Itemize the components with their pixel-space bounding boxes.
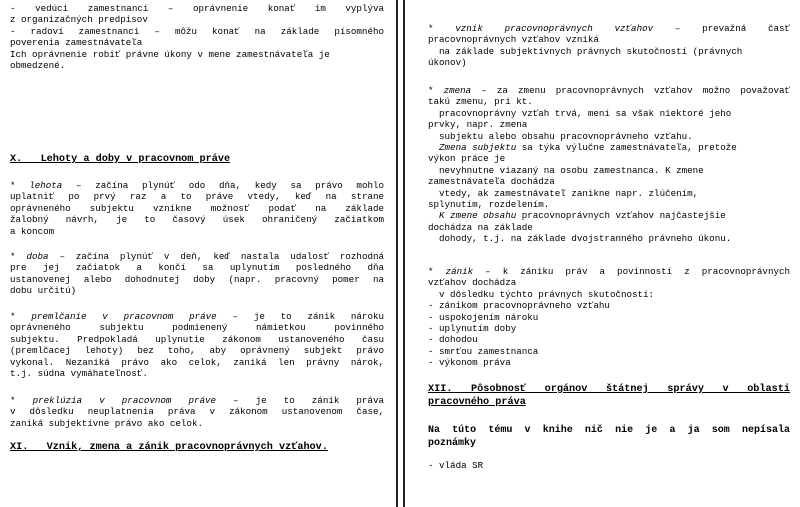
premlcanie-paragraph [10, 311, 384, 379]
list-item: - výkonom práva [428, 357, 511, 369]
list-item: - uplynutím doby [428, 323, 517, 335]
text-line: - vedúci zamestnanci – oprávnenie konať im vyplýva [10, 3, 384, 14]
text-line: subjektu alebo obsahu pracovnoprávneho vzťahu. [428, 130, 693, 142]
text-line: úkonov) [428, 57, 467, 69]
section-heading-x: X. Lehoty a doby v pracovnom práve [10, 154, 231, 165]
text-line: vzťahov dochádza [428, 277, 517, 289]
text-line: v dôsledku neuplatnenia práva v zákonom ustanovenom čase, [10, 406, 384, 418]
text-line: K zmene obsahu pracovnoprávnych vzťahov najčastejšie [439, 210, 726, 222]
term-zanik: zánik [445, 266, 474, 277]
text-line: prvky, napr. zmena [428, 119, 528, 131]
term-zmena: zmena [443, 85, 472, 96]
text-line: nevyhnutne viazaný na osobu zamestnanca. K zmene [428, 164, 704, 176]
section-heading-xi: XI. Vznik, zmena a zánik pracovnoprávnych vzťahov. [10, 442, 328, 453]
text-line: * lehota – začína plynúť odo dňa, kedy sa právo mohlo [10, 180, 384, 191]
list-item: - uspokojením nároku [428, 311, 539, 323]
term-zmena-obsahu: K zmene obsahu [439, 210, 517, 222]
list-item: - dohodou [428, 334, 478, 346]
lehota-paragraph [10, 180, 384, 237]
text-line: vykonal. Nezaniká právo ako celok, zaniká len právny nárok, [10, 356, 384, 368]
text-line: poverenia zamestnávateľa [10, 37, 143, 49]
text-line: * zmena – za zmenu pracovnoprávnych vzťahov možno považovať [428, 85, 790, 96]
text-line: oprávneného subjektu vznikne možnosť podať na základe [10, 202, 384, 214]
text-line: - radoví zamestnanci – môžu konať na základe písomného [10, 25, 384, 37]
section-heading-xii [428, 383, 790, 409]
heading-line: XII. Pôsobnosť orgánov štátnej správy v oblasti [428, 384, 790, 395]
text-line: splynutím, rozdelením. [428, 199, 550, 211]
text-line: dobu určitú) [10, 285, 77, 297]
prekluzia-paragraph [10, 395, 384, 429]
text-line: * preklúzia v pracovnom práve – je to zánik práva [10, 395, 384, 406]
term-vznik: vznik pracovnoprávnych vzťahov [455, 23, 654, 34]
text-line: výkon práce je [428, 153, 506, 165]
note-line: Na túto tému v knihe nič nie je a ja som nepísala [428, 425, 790, 436]
page-divider-right [403, 0, 405, 507]
text-line: pracovnoprávny vzťah trvá, mení sa však niektoré jeho [428, 107, 732, 119]
zanik-paragraph [428, 266, 790, 369]
text-line: oprávneného subjektu podmienený námietkou povinného [10, 322, 384, 334]
text-line: v dôsledku týchto právnych skutočností: [428, 288, 655, 300]
term-doba: doba [26, 251, 49, 262]
text-line: dohody, t.j. na základe dvojstranného právneho úkonu. [428, 233, 732, 245]
vznik-paragraph [428, 23, 790, 69]
term-zmena-subjektu: Zmena subjektu [439, 142, 517, 154]
list-item: - smrťou zamestnanca [428, 345, 539, 357]
text-line: Zmena subjektu sa týka výlučne zamestnávateľa, pretože [439, 142, 737, 154]
note-line: poznámky [428, 437, 477, 449]
text-line: * vznik pracovnoprávnych vzťahov – prevažná časť [428, 23, 790, 34]
term-premlcanie: premlčanie v pracovnom práve [31, 311, 217, 322]
left-page [10, 0, 384, 507]
text-line: zamestnávateľa dochádza [428, 176, 555, 188]
right-page [428, 0, 790, 507]
text-line: pracovnoprávnych vzťahov vzniká [428, 34, 599, 46]
heading-line: pracovného práva [428, 397, 526, 408]
list-item: - vláda SR [428, 460, 484, 471]
text-line: žalobný návrh, je to časový úsek ohraničený začiatkom [10, 214, 384, 226]
text-line: subjektu. Predpokladá uplynutie zákonom ustanoveného času [10, 333, 384, 345]
text-line: zaniká subjektívne právo ako celok. [10, 417, 203, 429]
text-line: * zánik – k zániku práv a povinností z pracovnoprávnych [428, 266, 790, 277]
text-line: * doba – začína plynúť v deň, keď nastala udalosť rozhodná [10, 251, 384, 262]
text-line: obmedzené. [10, 60, 66, 72]
list-item: - zánikom pracovnoprávneho vzťahu [428, 300, 610, 312]
text-line: pre jej začiatok a končí sa uplynutím posledného dňa [10, 262, 384, 274]
text-line: * premlčanie v pracovnom práve – je to zánik nároku [10, 311, 384, 322]
text-line: ustanovenej alebo dohodnutej doby (napr. pracovný pomer na [10, 273, 384, 285]
text-line: takú zmenu, pri kt. [428, 96, 533, 108]
zmena-paragraph [428, 85, 790, 245]
text-line: (premlčacej lehoty) bez toho, aby oprávnený subjekt právo [10, 345, 384, 357]
text-line: vtedy, ak zamestnávateľ zanikne napr. zlúčením, [428, 187, 699, 199]
text-line: dochádza na základe [428, 221, 533, 233]
term-prekluzia: preklúzia v pracovnom práve [32, 395, 217, 406]
employee-authority-block [10, 3, 384, 71]
text-line: na základe subjektívnych právnych skutočností (právnych [428, 45, 743, 57]
page-divider-left [396, 0, 398, 507]
text-line: uplatniť po prvý raz a to práve vtedy, keď na strane [10, 191, 384, 203]
text-line: z organizačných predpisov [10, 14, 148, 26]
doba-paragraph [10, 251, 384, 297]
author-note [428, 425, 790, 450]
text-line: Ich oprávnenie robiť právne úkony v mene zamestnávateľa je [10, 48, 330, 60]
text-line: t.j. súdna vymáhateľnosť. [10, 368, 148, 380]
text-line: a koncom [10, 225, 55, 237]
term-lehota: lehota [29, 180, 63, 191]
